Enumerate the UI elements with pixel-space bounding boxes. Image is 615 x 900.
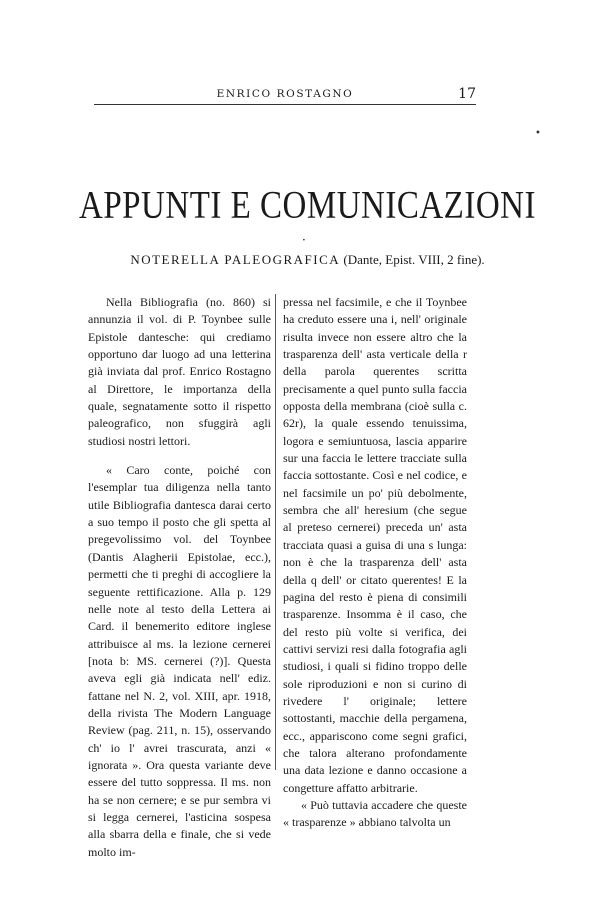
margin-mark: • xyxy=(535,128,541,139)
section-title: APPUNTI E COMUNICAZIONI xyxy=(79,184,536,228)
right-paragraph-2: « Può tuttavia accadere che queste « trasparenze » abbiano talvolta un xyxy=(283,797,467,830)
right-column xyxy=(283,294,467,832)
subtitle-reference: (Dante, Epist. VIII, 2 fine). xyxy=(340,252,485,267)
left-paragraph-2: « Caro conte, poiché con l'esemplar tua diligenza nella tanto utile Bibliografia dantesca darai certo a suo tempo il posto che gli spetta al pregevolissimo vol. del Toynbee (Dantis Alagherii Epistolae, ecc.), permetti che ti preghi di accogliere la seguente rettificazione. Alla p. 129 nelle note al testo della Lettera ai Card. il benemerito editore inglese attribuisce al ms. la lezione cernerei [nota b: MS. cernerei (?)]. Questa aveva egli già indicata nell' ediz. fattane nel N. 2, vol. XIII, apr. 1918, della rivista The Modern Language Review (pag. 211, n. 15), osservando ch' io l' avrei trascurata, anzi « ignorata ». Ora questa variante deve essere del tutto soppressa. Il ms. non ha se non cernere; e se pur sembra vi si legga cernerei, l'asticina sospesa alla sbarra della e finale, che si vede molto im- xyxy=(88,463,271,859)
running-header xyxy=(94,86,476,104)
article-subtitle xyxy=(0,252,615,268)
subtitle-prefix: NOTERELLA PALEOGRAFICA xyxy=(130,252,341,267)
column-divider xyxy=(275,294,276,770)
right-paragraph-1: pressa nel facsimile, e che il Toynbee ha creduto essere una i, nell' originale risulta invece non essere altro che la trasparenza dell' asta verticale della r della parola querentes scritta precisamente a quel punto sulla faccia opposta della membrana (cioè sulla c. 62r), la quale essendo tenuissima, logora e semiuntuosa, lascia apparire sur una faccia le lettere tracciate sulla faccia sottostante. Così e nel codice, e nel facsimile un po' più debolmente, sembra che all' heresium (che segue al preteso cernerei) preceda un' asta tracciata quasi a guisa di una s lunga: non è che la trasparenza dell' asta della q dell' or citato querentes! E la pagina del resto è piena di consimili trasparenze. Insomma è il caso, che del resto più volte si verifica, dei cattivi servizi resi dalla fotografia agli studiosi, i quali si fidino troppo delle sole riproduzioni e non si curino di rivedere l' originale; lettere sottostanti, macchie della pergamena, ecc., appariscono come segni grafici, che talora alterano profondamente una data lezione e danno occasione a congetture affatto arbitrarie. xyxy=(283,295,467,795)
running-head-author: ENRICO ROSTAGNO xyxy=(216,88,354,100)
header-rule xyxy=(94,104,476,105)
page-number: 17 xyxy=(458,86,476,102)
title-ornament-dot: · xyxy=(302,233,306,247)
left-paragraph-1: Nella Bibliografia (no. 860) si annunzia il vol. di P. Toynbee sulle Epistole dantesche: qui crediamo opportuno dar luogo ad una letterina già inviata dal prof. Enrico Rostagno al Direttore, le importanza della quale, segnatamente sotto il rispetto paleografico, non sfuggirà agli studiosi nostri lettori. xyxy=(88,295,271,448)
left-column xyxy=(88,294,271,861)
